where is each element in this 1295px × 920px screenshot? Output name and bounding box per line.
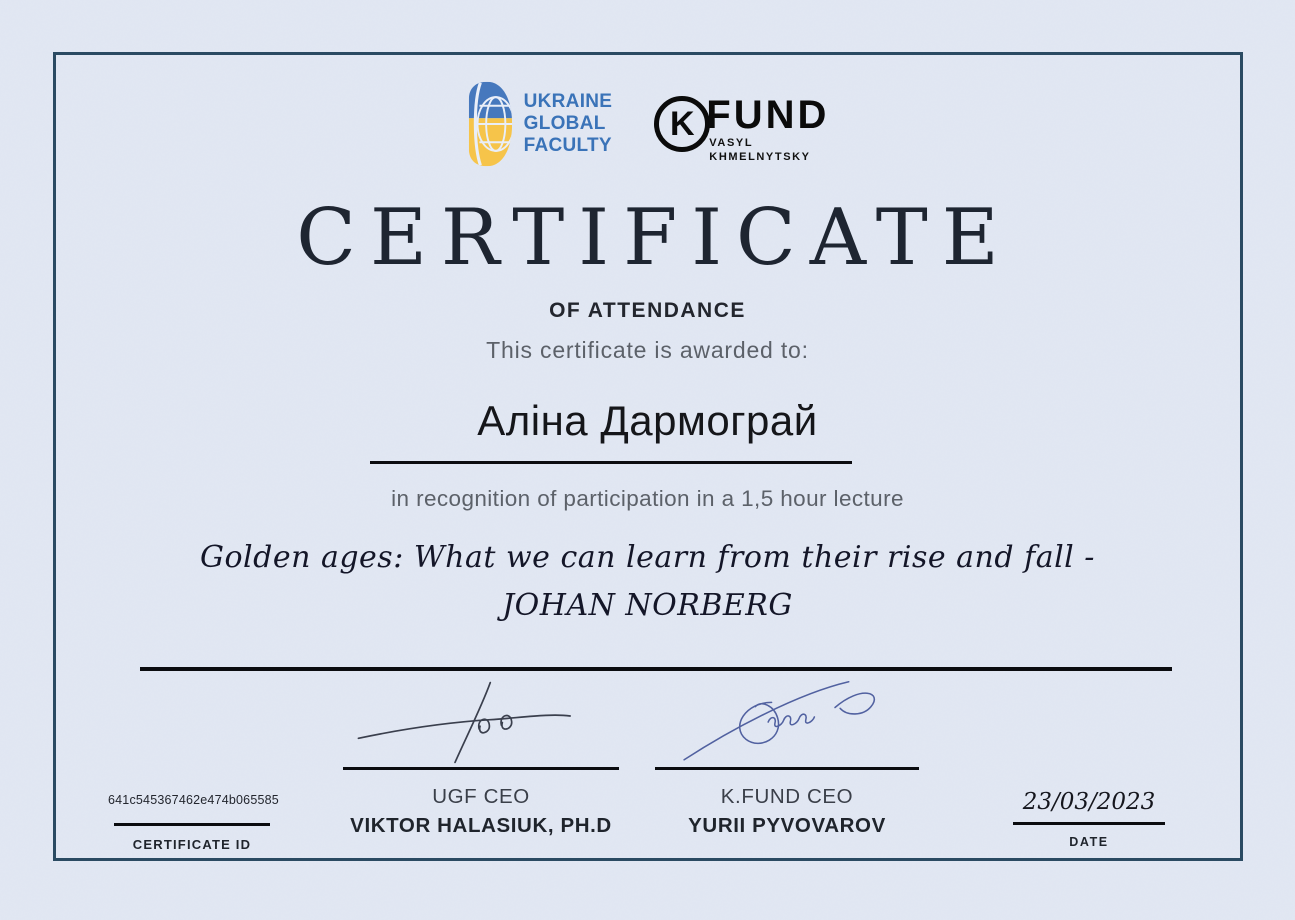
date-block	[1003, 789, 1175, 849]
ugf-logo-line1: UKRAINE	[523, 90, 613, 112]
logos-row	[0, 80, 1295, 168]
awarded-to-label: This certificate is awarded to:	[486, 337, 809, 363]
ugf-ceo-name: VIKTOR HALASIUK, PH.D	[350, 814, 612, 837]
ukraine-globe-icon	[466, 80, 514, 168]
ugf-logo	[466, 80, 613, 168]
recognition-text: in recognition of participation in a 1,5 hour lecture	[391, 486, 904, 511]
kfund-ceo-signature-line	[655, 767, 919, 770]
ugf-logo-text	[524, 91, 613, 158]
ugf-logo-line2: GLOBAL	[523, 112, 606, 134]
ugf-ceo-signature-image	[351, 678, 611, 767]
recipient-name: Аліна Дармограй	[477, 397, 818, 444]
certificate-id-label: CERTIFICATE ID	[132, 836, 252, 852]
ugf-ceo-signature-line	[343, 767, 619, 770]
kfund-logo-text	[706, 93, 830, 165]
date-label: DATE	[1069, 834, 1109, 849]
certificate-id-value: 641c545367462e474b065585	[108, 793, 279, 807]
kfund-brand: FUND	[706, 93, 830, 137]
recipient-name-underline	[370, 461, 852, 464]
ugf-logo-line3: FACULTY	[523, 135, 612, 157]
kfund-ceo-signature-image	[667, 672, 907, 767]
signatory-ugf-ceo	[343, 678, 619, 838]
kfund-sub-line2: KHMELNYTSKY	[709, 151, 811, 164]
kfund-circle-letter: K	[670, 104, 695, 143]
date-value: 23/03/2023	[1022, 789, 1156, 815]
ugf-ceo-role: UGF CEO	[432, 785, 530, 808]
certificate-subtitle: OF ATTENDANCE	[549, 299, 746, 322]
lecture-title: Golden ages: What we can learn from their rise and fall - JOHAN NORBERG	[200, 540, 1095, 623]
kfund-k-circle-icon	[654, 96, 710, 152]
kfund-ceo-role: K.FUND CEO	[720, 785, 854, 808]
kfund-logo	[654, 93, 830, 165]
kfund-sub-line1: VASYL	[709, 137, 754, 149]
certificate-id-block	[108, 793, 279, 852]
divider-line	[140, 667, 1172, 671]
kfund-ceo-name: YURII PYVOVAROV	[688, 814, 886, 837]
signatory-kfund-ceo	[655, 672, 919, 838]
kfund-sub-text	[709, 136, 829, 165]
certificate-title: CERTIFICATE	[296, 193, 1013, 283]
certificate-id-line	[114, 823, 270, 826]
date-line	[1013, 822, 1165, 825]
